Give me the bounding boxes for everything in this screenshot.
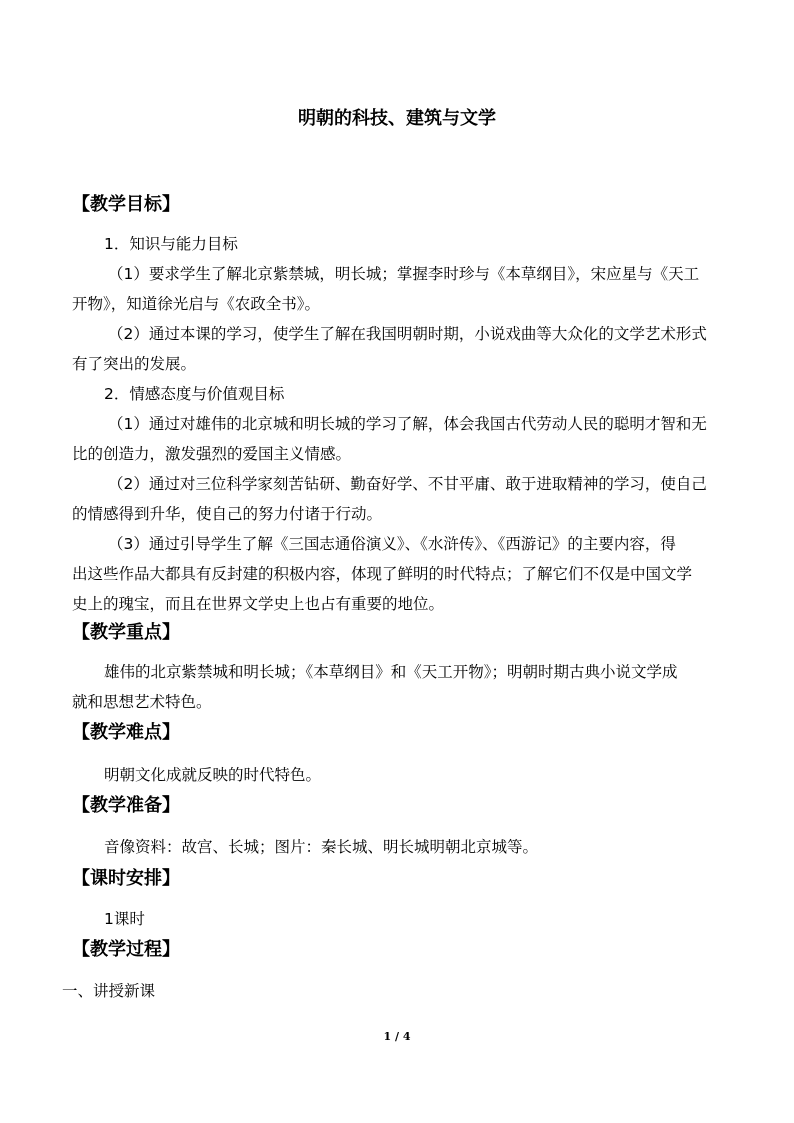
- goals-item2-p3-line1: （3）通过引导学生了解《三国志通俗演义》、《水浒传》、《西游记》的主要内容，得: [108, 535, 676, 553]
- goals-item1-p1-line1: （1）要求学生了解北京紫禁城，明长城；掌握李时珍与《本草纲目》，宋应星与《天工: [108, 265, 700, 283]
- focus-line1: 雄伟的北京紫禁城和明长城；《本草纲目》和《天工开物》；明朝时期古典小说文学成: [104, 663, 678, 681]
- goals-item1-title-text: 1．知识与能力目标: [104, 235, 238, 253]
- difficulty-line1: 明朝文化成就反映的时代特色。: [104, 766, 322, 784]
- page-number: 1 / 4: [383, 1030, 411, 1043]
- goals-item1-paragraph2: [72, 319, 722, 379]
- goals-item2-p1-line1: （1）通过对雄伟的北京城和明长城的学习了解，体会我国古代劳动人民的聪明才智和无: [108, 415, 707, 433]
- goals-item1-paragraph1: [72, 259, 722, 319]
- goals-item2-title: [72, 379, 722, 409]
- section-heading-goals: 【教学目标】: [72, 194, 180, 215]
- section-heading-difficulty: 【教学难点】: [72, 722, 180, 743]
- preparation-line1: 音像资料：故宫、长城；图片：秦长城、明长城明朝北京城等。: [104, 838, 539, 856]
- goals-item1-p1-line2: 开物》，知道徐光启与《农政全书》。: [72, 295, 321, 313]
- goals-item1-p2-line1: （2）通过本课的学习，使学生了解在我国明朝时期，小说戏曲等大众化的文学艺术形式: [108, 325, 707, 343]
- goals-item2-paragraph1: [72, 409, 722, 469]
- focus-line2: 就和思想艺术特色。: [72, 693, 212, 711]
- preparation-paragraph: [72, 832, 722, 862]
- goals-item2-p1-line2: 比的创造力，激发强烈的爱国主义情感。: [72, 445, 352, 463]
- goals-item2-p3-line2: 出这些作品大都具有反封建的积极内容，体现了鲜明的时代特点；了解它们不仅是中国文学: [72, 565, 693, 583]
- document-title: 明朝的科技、建筑与文学: [298, 108, 496, 129]
- section-heading-preparation: 【教学准备】: [72, 795, 180, 816]
- goals-item2-paragraph3: [72, 529, 722, 619]
- goals-item2-paragraph2: [72, 469, 722, 529]
- goals-item1-p2-line2: 有了突出的发展。: [72, 355, 197, 373]
- section-heading-focus: 【教学重点】: [72, 622, 180, 643]
- schedule-paragraph: [72, 904, 722, 934]
- goals-item2-title-text: 2．情感态度与价值观目标: [104, 385, 285, 403]
- schedule-line1: 1课时: [104, 910, 145, 928]
- goals-item2-p2-line2: 的情感得到升华，使自己的努力付诸于行动。: [72, 505, 383, 523]
- focus-paragraph: [72, 657, 722, 717]
- section-heading-process: 【教学过程】: [72, 939, 180, 960]
- process-line1: 一、讲授新课: [62, 982, 156, 1000]
- goals-item1-title: [72, 229, 722, 259]
- difficulty-paragraph: [72, 760, 722, 790]
- process-paragraph: [62, 976, 712, 1006]
- goals-item2-p3-line3: 史上的瑰宝，而且在世界文学史上也占有重要的地位。: [72, 595, 445, 613]
- section-heading-schedule: 【课时安排】: [72, 868, 180, 889]
- goals-item2-p2-line1: （2）通过对三位科学家刻苦钻研、勤奋好学、不甘平庸、敢于进取精神的学习，使自己: [108, 475, 707, 493]
